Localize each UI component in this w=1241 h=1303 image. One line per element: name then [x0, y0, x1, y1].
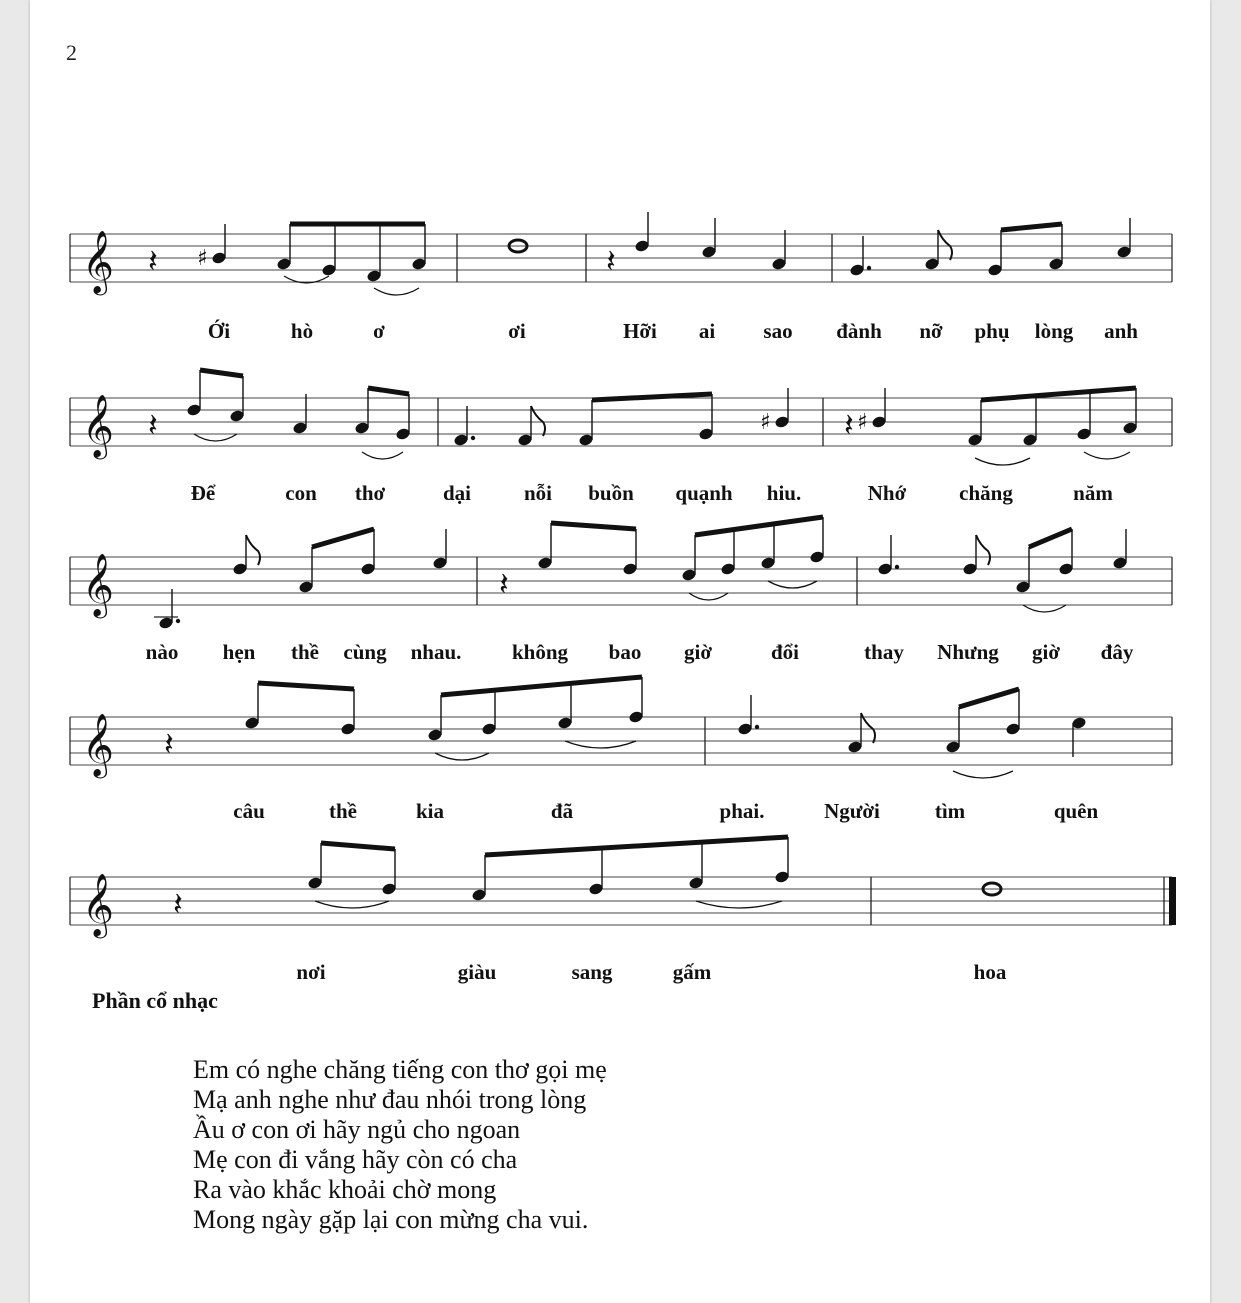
lyric-syllable: ơi: [508, 319, 526, 343]
section-title: Phần cổ nhạc: [92, 988, 218, 1013]
lyric-syllable: lòng: [1034, 319, 1074, 343]
lyric-syllable: chăng: [959, 481, 1013, 505]
note-beam: [1001, 224, 1062, 230]
poem-line: Mong ngày gặp lại con mừng cha vui.: [193, 1205, 589, 1234]
note-beam: [695, 517, 823, 535]
augmentation-dot: [176, 619, 180, 623]
lyric-syllable: sang: [571, 960, 613, 984]
poem-line: Ra vào khắc khoải chờ mong: [193, 1175, 497, 1204]
poem-line: Mạ anh nghe như đau nhói trong lòng: [193, 1085, 587, 1114]
lyric-syllable: phụ: [974, 319, 1010, 343]
augmentation-dot: [867, 266, 871, 270]
slur: [975, 458, 1030, 465]
slur: [1084, 452, 1130, 459]
lyric-syllable: quạnh: [675, 481, 733, 505]
slur: [194, 434, 237, 441]
augmentation-dot: [755, 725, 759, 729]
lyric-syllable: bao: [608, 640, 642, 664]
lyric-syllable: đây: [1100, 640, 1134, 664]
slur: [953, 771, 1013, 778]
treble-clef-icon: 𝄞: [82, 394, 114, 457]
lyric-syllable: Nhưng: [937, 640, 999, 664]
lyric-syllable: buồn: [588, 481, 634, 505]
lyric-syllable: hiu.: [766, 481, 802, 505]
note-beam: [258, 683, 354, 689]
lyric-syllable: giờ: [684, 640, 712, 664]
lyric-syllable: giờ: [1032, 640, 1060, 664]
treble-clef-icon: 𝄞: [82, 713, 114, 776]
page-number: 2: [66, 40, 77, 65]
staff-system: [70, 517, 1172, 664]
staff-system: [70, 212, 1172, 343]
lyric-syllable: Nhớ: [867, 481, 907, 505]
lyric-syllable: nào: [145, 640, 179, 664]
lyric-syllable: tìm: [934, 799, 966, 823]
lyric-syllable: đổi: [770, 640, 800, 664]
quarter-rest-icon: 𝄽: [173, 885, 183, 923]
note-flag: [976, 535, 990, 565]
sharp-icon: ♯: [760, 410, 771, 435]
lyric-syllable: ơ: [373, 319, 385, 343]
final-barline-thick: [1169, 877, 1176, 925]
lyric-syllable: thay: [864, 640, 904, 664]
poem: [193, 1055, 607, 1235]
staff-system: [70, 677, 1172, 823]
lyric-syllable: thề: [329, 799, 357, 823]
lyric-syllable: ai: [698, 319, 716, 343]
lyric-syllable: thơ: [354, 481, 386, 505]
lyric-syllable: sao: [763, 319, 793, 343]
augmentation-dot: [895, 565, 899, 569]
lyric-syllable: nỗi: [523, 481, 553, 505]
lyric-syllable: không: [511, 640, 569, 664]
note-beam: [200, 370, 243, 376]
slur: [435, 753, 489, 760]
staff-system: [70, 837, 1176, 984]
lyric-syllable: hoa: [973, 960, 1007, 984]
lyric-syllable: con: [285, 481, 317, 505]
treble-clef-icon: 𝄞: [82, 873, 114, 936]
note-beam: [551, 523, 636, 529]
sharp-icon: ♯: [857, 410, 868, 435]
slur: [374, 288, 419, 295]
lyric-syllable: hẹn: [222, 640, 256, 664]
lyric-syllable: quên: [1053, 799, 1099, 823]
lyric-syllable: hò: [290, 319, 314, 343]
treble-clef-icon: 𝄞: [82, 553, 114, 616]
poem-line: Em có nghe chăng tiếng con thơ gọi mẹ: [193, 1055, 607, 1084]
poem-line: Ầu ơ con ơi hãy ngủ cho ngoan: [193, 1115, 521, 1144]
lyric-syllable: thề: [291, 640, 319, 664]
lyric-syllable: phai.: [719, 799, 765, 823]
sharp-icon: ♯: [197, 246, 208, 271]
lyric-syllable: nỡ: [919, 319, 943, 343]
lyric-syllable: kia: [415, 799, 445, 823]
augmentation-dot: [471, 436, 475, 440]
quarter-rest-icon: 𝄽: [844, 406, 854, 444]
lyric-syllable: Để: [190, 481, 216, 505]
lyric-syllable: năm: [1073, 481, 1113, 505]
slur: [768, 581, 817, 588]
quarter-rest-icon: 𝄽: [148, 406, 158, 444]
lyric-syllable: giàu: [457, 960, 497, 984]
lyric-syllable: đành: [836, 319, 882, 343]
quarter-rest-icon: 𝄽: [164, 725, 174, 763]
quarter-rest-icon: 𝄽: [499, 565, 509, 603]
quarter-rest-icon: 𝄽: [606, 242, 616, 280]
lyric-syllable: cùng: [343, 640, 387, 664]
slur: [696, 901, 782, 908]
note-flag: [246, 535, 260, 565]
quarter-rest-icon: 𝄽: [148, 242, 158, 280]
note-beam: [1029, 529, 1072, 547]
lyric-syllable: nhau.: [410, 640, 462, 664]
note-beam: [368, 388, 409, 394]
lyric-syllable: nơi: [296, 960, 326, 984]
lyric-syllable: đã: [550, 799, 574, 823]
note-beam: [441, 677, 642, 695]
lyric-syllable: anh: [1104, 319, 1138, 343]
treble-clef-icon: 𝄞: [82, 230, 114, 293]
note-beam: [312, 529, 374, 547]
lyric-syllable: dại: [442, 481, 472, 505]
note-beam: [321, 843, 395, 849]
lyric-syllable: gấm: [672, 960, 712, 984]
note-beam: [959, 689, 1019, 707]
note-beam: [485, 837, 788, 855]
slur: [315, 901, 389, 908]
lyric-syllable: câu: [233, 799, 265, 823]
slur: [362, 452, 403, 459]
poem-line: Mẹ con đi vắng hãy còn có cha: [193, 1145, 518, 1174]
slur: [1023, 605, 1066, 612]
staff-system: [70, 370, 1172, 505]
slur: [565, 741, 636, 748]
note-beam: [592, 394, 712, 400]
lyric-syllable: Hỡi: [623, 319, 657, 343]
slur: [689, 593, 728, 600]
lyric-syllable: Ới: [207, 319, 231, 343]
lyric-syllable: Người: [824, 799, 880, 823]
